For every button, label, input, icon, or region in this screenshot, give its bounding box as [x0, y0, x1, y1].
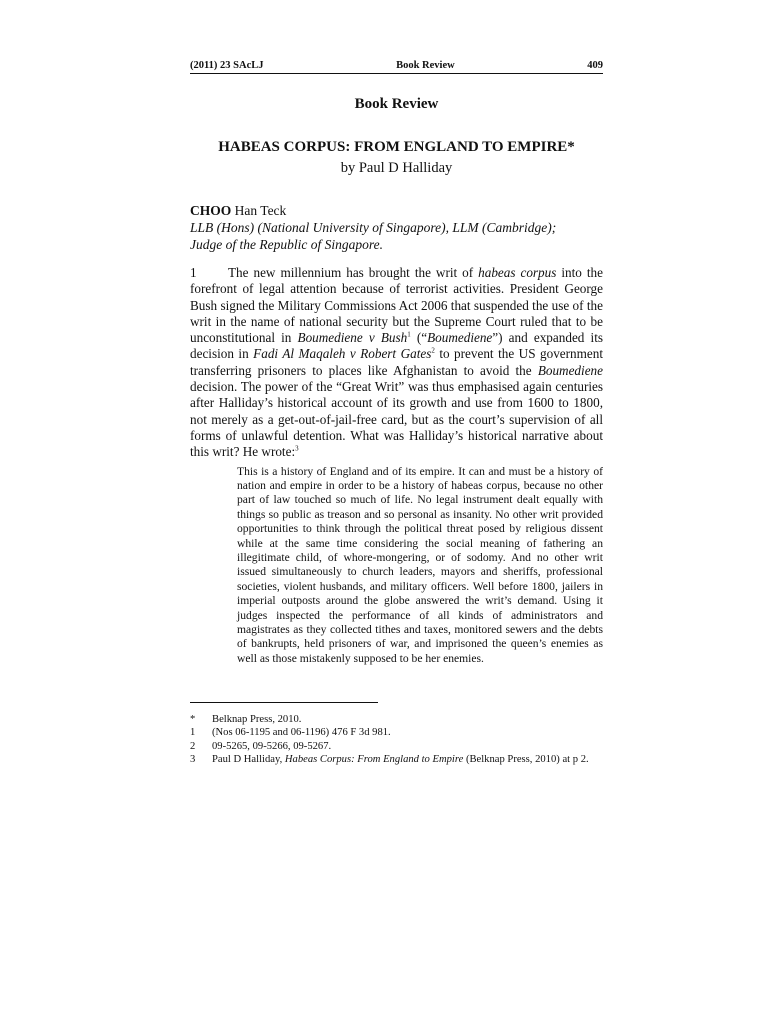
footnote: [190, 740, 603, 753]
case-name: Boumediene v Bush: [297, 330, 408, 346]
text-run: (Belknap Press, 2010) at p 2.: [463, 753, 589, 765]
footnote-text: [212, 753, 603, 766]
byline: by Paul D Halliday: [340, 160, 453, 176]
footnotes: [190, 713, 603, 766]
book-title-italic: Habeas Corpus: From England to Empire: [284, 753, 464, 765]
footnote: [190, 753, 603, 766]
footnote-marker: 2: [190, 740, 196, 752]
running-section: Book Review: [396, 60, 455, 71]
paragraph-number: 1: [190, 265, 197, 280]
author-credential-2: Judge of the Republic of Singapore.: [190, 237, 383, 252]
footnote-marker: *: [190, 714, 196, 726]
running-header: [190, 60, 603, 74]
italic-run: habeas corpus: [478, 265, 557, 280]
italic-run: Boumediene: [427, 330, 493, 346]
block-quote: This is a history of England and of its empire. It can and must be a history of nation and empire in order to be a history of habeas corpus, because no other part of law touched so much of life. No legal instrument dealt equally with things so public as treason and so personal as insanity. No other writ provided opportunities to think through the political threat posed by religious dissent while at the same time considering the social meaning of fathering an illegitimate child, of whore-mongering, or of sodomy. And no other writ issued simultaneously to church leaders, mayors and sheriffs, professional societies, violent husbands, and military officers. Well before 1800, jailers in imperial outposts around the globe answered the writ’s demand. Using it judges inspected the performance of all kinds of administrators and magistrates as they collected tithes and taxes, monitored sewers and the debts of bankrupts, held prisoners of war, and imprisoned the queen’s enemies as well as those mistakenly supposed to be her enemies.: [237, 464, 603, 665]
footnote-ref-1[interactable]: 1: [407, 330, 411, 339]
text-run: (“: [410, 330, 428, 346]
paragraph-1: [190, 265, 603, 461]
author-given-names: Han Teck: [231, 203, 287, 218]
author-block: [190, 202, 603, 253]
text-run: ”) and expanded its decision in: [190, 330, 603, 362]
journal-citation: (2011) 23 SAcLJ: [190, 60, 264, 71]
footnote-text: 09-5265, 09-5266, 09-5267.: [212, 740, 332, 752]
text-run: decision. The power of the “Great Writ” was thus emphasised again centuries after Halliday’s historical account of its growth and use from 1600 to 1800, not merely as a get-out-of-jail-free card, but as the court’s supervision of all forms of unlawful detention. What was Halliday’s historical narrative about this writ? He wrote:: [190, 379, 603, 460]
author-credential-1: LLB (Hons) (National University of Singapore), LLM (Cambridge);: [190, 220, 557, 235]
footnote-divider: [190, 702, 378, 703]
footnote-text: (Nos 06-1195 and 06-1196) 476 F 3d 981.: [212, 727, 391, 739]
footnote-marker: 3: [190, 753, 196, 765]
footnote-text: Belknap Press, 2010.: [212, 714, 302, 726]
text-run: into the forefront of legal attention because of terrorist activities. President George Bush signed the Military Commissions Act 2006 that suspended the use of the writ in the name of national security but the Supreme Court ruled that to be unconstitutional in: [190, 265, 603, 346]
author-surname: CHOO: [190, 203, 232, 218]
footnote-marker: 1: [190, 727, 196, 739]
footnote-ref-2[interactable]: 2: [431, 347, 435, 356]
footnote: [190, 713, 603, 726]
case-name: Fadi Al Maqaleh v Robert Gates: [253, 346, 432, 362]
footnote: [190, 726, 603, 739]
section-title: Book Review: [354, 96, 439, 112]
footnote-ref-3[interactable]: 3: [295, 444, 299, 453]
text-run: The new millennium has brought the writ of: [228, 265, 479, 280]
text-run: to prevent the US government transferring prisoners to places like Afghanistan to avoid the: [190, 346, 603, 378]
page-number: 409: [587, 60, 603, 71]
italic-run: Boumediene: [537, 362, 603, 378]
text-run: Paul D Halliday,: [212, 753, 285, 765]
book-title: HABEAS CORPUS: FROM ENGLAND TO EMPIRE*: [218, 139, 575, 155]
document-page: [190, 60, 603, 766]
